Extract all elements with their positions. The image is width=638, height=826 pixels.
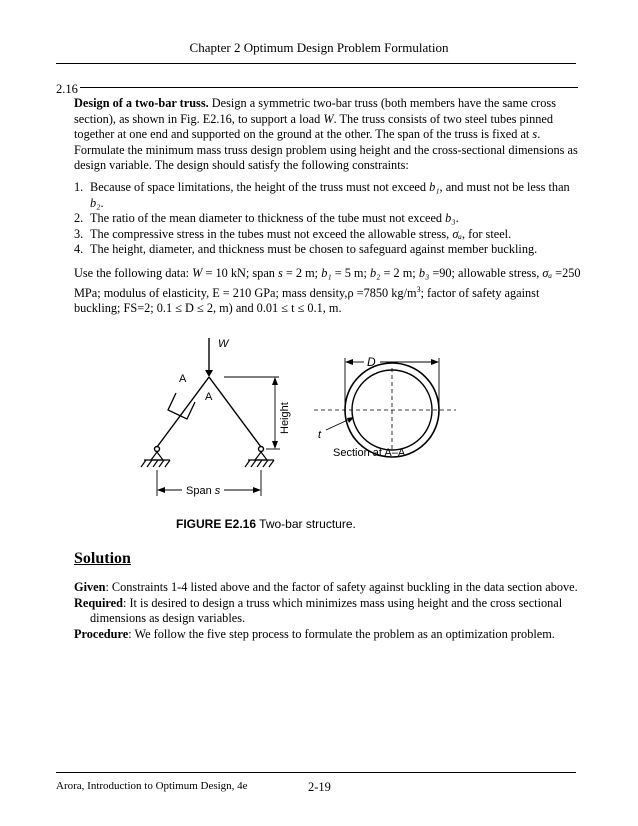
- given-data: [74, 266, 582, 317]
- t-label: t: [318, 429, 322, 441]
- constraint-text: , and must not be less than: [439, 180, 570, 194]
- data-text: =250 MPa; modulus of elasticity, E = 210 GPa; mass density,ρ =7850 kg/m: [74, 266, 581, 300]
- constraint-item: [74, 242, 580, 258]
- constraint-number: 2.: [74, 211, 84, 226]
- right-pin: [259, 447, 264, 452]
- span-label-word: Span: [186, 485, 212, 497]
- chapter-header: Chapter 2 Optimum Design Problem Formulation: [189, 40, 449, 55]
- data-text: = 10 kN; span: [202, 266, 279, 280]
- figure-caption-id: FIGURE E2.16: [176, 517, 257, 531]
- data-superscript: 3: [416, 284, 421, 294]
- footer-rule: [56, 772, 576, 773]
- left-pin: [155, 447, 160, 452]
- constraint-text: The height, diameter, and thickness must be chosen to safeguard against member buckling.: [90, 242, 538, 257]
- data-var: b₂: [370, 266, 381, 280]
- right-member: [209, 377, 261, 447]
- truss-drawing: [141, 338, 280, 496]
- problem-number: 2.16: [56, 82, 78, 96]
- solution-body: [74, 580, 580, 642]
- section-label: Section at A–A: [333, 447, 406, 459]
- constraint-var: b₁: [429, 180, 440, 194]
- data-var: W: [192, 266, 203, 280]
- figure-caption: [176, 517, 356, 531]
- header-rule: [56, 63, 576, 64]
- given-label: Given: [74, 580, 106, 594]
- constraint-number: 1.: [74, 180, 84, 194]
- span-label: [186, 485, 221, 497]
- load-variable: W: [323, 111, 334, 126]
- data-var: σₐ: [542, 266, 553, 280]
- procedure-text: : We follow the five step process to formulate the problem as an optimization problem.: [128, 626, 555, 641]
- problem-title: Design of a two-bar truss.: [74, 96, 209, 110]
- constraint-text: .: [455, 211, 459, 226]
- solution-heading: Solution: [74, 550, 131, 567]
- tube-section-drawing: [314, 358, 456, 457]
- d-arrow-right: [431, 359, 439, 365]
- procedure-label: Procedure: [74, 626, 129, 641]
- given-text: : Constraints 1-4 listed above and the factor of safety against buckling in the data section above.: [105, 580, 578, 594]
- constraint-number: 3.: [74, 226, 84, 241]
- data-var: s: [278, 266, 283, 280]
- constraint-text: Because of space limitations, the height of the truss must not exceed: [90, 180, 430, 194]
- constraint-text: The compressive stress in the tubes must not exceed the allowable stress,: [90, 226, 453, 241]
- problem-statement: [74, 96, 580, 174]
- data-text: = 2 m;: [282, 266, 322, 280]
- required-text: : It is desired to design a truss which minimizes mass using height and the cross sectional dimensions as design variables.: [90, 595, 563, 626]
- data-text: Use the following data:: [74, 266, 193, 280]
- span-variable: s: [532, 127, 538, 142]
- intro-part-c: . Formulate the minimum mass truss design problem using height and the cross-sectional dimensions as design variable. The design should satisfy the following constraints:: [74, 127, 578, 173]
- right-support: [245, 452, 274, 467]
- span-arrow-right: [253, 487, 261, 493]
- data-text: =90; allowable stress,: [429, 266, 543, 280]
- span-arrow-left: [157, 487, 165, 493]
- left-support: [141, 452, 170, 467]
- procedure-item: [74, 627, 580, 643]
- constraint-text: The ratio of the mean diameter to thickness of the tube must not exceed: [90, 211, 446, 226]
- load-label: W: [218, 338, 229, 350]
- constraint-number: 4.: [74, 242, 84, 257]
- data-var: b₁: [321, 266, 332, 280]
- load-arrow-head: [205, 370, 213, 377]
- constraints-list: [74, 180, 580, 258]
- constraint-var: b₂: [90, 195, 101, 210]
- height-label: Height: [279, 402, 291, 434]
- constraint-item: [74, 180, 580, 211]
- d-label: D: [367, 355, 376, 369]
- required-label: Required: [74, 595, 123, 610]
- constraint-var: σₐ: [452, 226, 462, 241]
- intro-part-a: Design a symmetric two-bar truss (both members have the same cross section), as shown in Fig. E2.16, to support a load: [74, 96, 557, 126]
- constraint-item: [74, 227, 580, 243]
- data-text: ; factor of safety against buckling; FS=2; 0.1 ≤ D ≤ 2, m) and 0.01 ≤ t ≤ 0.1, m.: [74, 285, 540, 316]
- intro-part-b: . The truss consists of two steel tubes pinned together at one end and supported on the ground at the other. The span of the truss is fixed at: [74, 111, 553, 142]
- data-text: = 5 m;: [331, 266, 370, 280]
- truss-figure: [124, 330, 484, 505]
- d-arrow-left: [345, 359, 353, 365]
- problem-rule: [80, 87, 578, 88]
- constraint-var: b₃: [445, 211, 456, 226]
- figure-caption-text: Two-bar structure.: [256, 517, 356, 531]
- required-item: [74, 596, 580, 627]
- height-arrow-top: [272, 377, 278, 385]
- page-number: 2-19: [308, 780, 331, 794]
- given-item: [74, 580, 580, 596]
- data-text: = 2 m;: [380, 266, 419, 280]
- constraint-text: .: [100, 195, 104, 210]
- section-a-label-1: A: [179, 373, 187, 385]
- footer-source: Arora, Introduction to Optimum Design, 4e: [56, 780, 248, 792]
- constraint-item: [74, 211, 580, 227]
- left-member: [157, 377, 209, 447]
- span-label-var: s: [214, 485, 221, 497]
- height-arrow-bottom: [272, 441, 278, 449]
- section-a-label-2: A: [205, 391, 213, 403]
- constraint-text: , for steel.: [462, 226, 512, 241]
- data-var: b₃: [418, 266, 430, 280]
